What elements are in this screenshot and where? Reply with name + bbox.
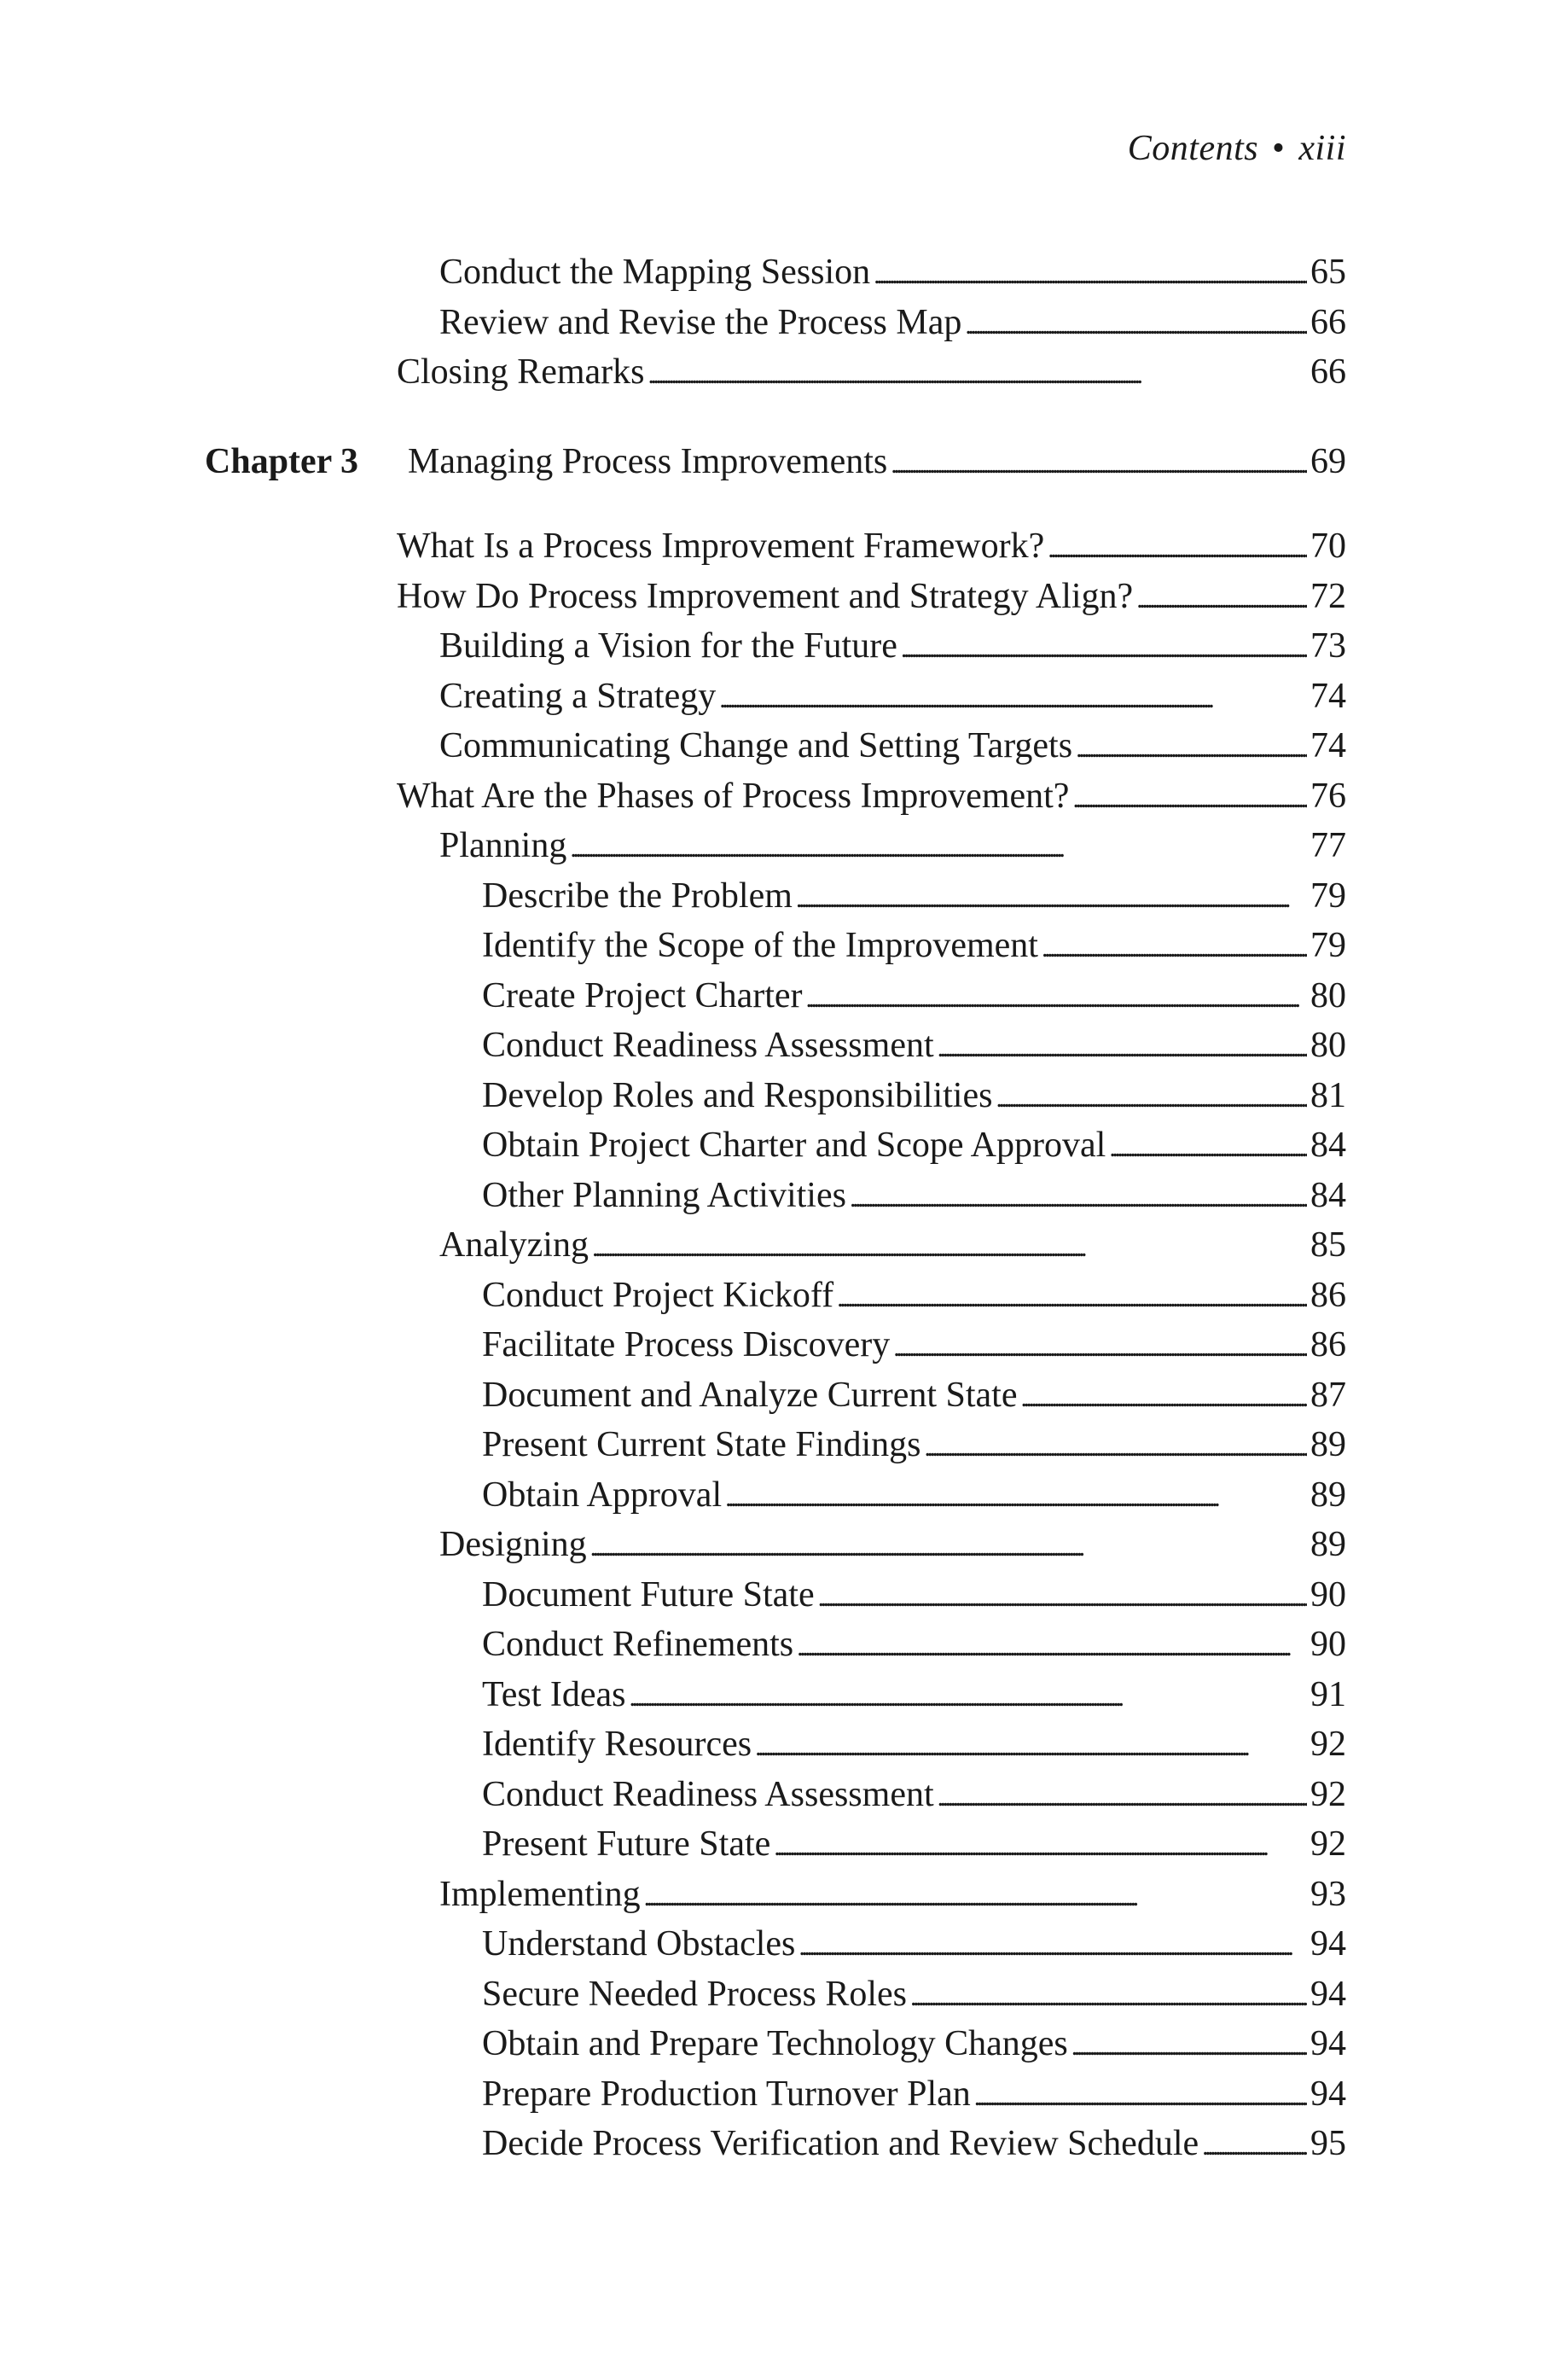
toc-entry-page-number: 94 (1310, 2074, 1346, 2114)
dot-leader (818, 1571, 1307, 1620)
toc-entry[interactable] (439, 721, 1346, 771)
toc-entry[interactable] (482, 1470, 1346, 1520)
toc-entry-page-number: 80 (1310, 1026, 1346, 1065)
toc-entry-page-number: 79 (1310, 876, 1346, 916)
dot-leader (874, 248, 1307, 298)
toc-entry-title: Obtain Project Charter and Scope Approval (482, 1126, 1106, 1165)
toc-entry[interactable] (397, 771, 1346, 821)
toc-entry-title: What Are the Phases of Process Improvement? (397, 776, 1070, 816)
toc-entry-page-number: 74 (1310, 676, 1346, 716)
dot-leader (1076, 722, 1307, 771)
dot-leader (1072, 772, 1307, 822)
toc-entry-title: Conduct the Mapping Session (439, 253, 871, 292)
toc-entry[interactable] (482, 971, 1346, 1021)
toc-entry[interactable] (482, 2119, 1346, 2168)
toc-entry-page-number: 94 (1310, 1924, 1346, 1964)
dot-leader (1136, 573, 1307, 622)
toc-entry-title: Describe the Problem (482, 876, 793, 916)
toc-entry-title: Designing (439, 1525, 587, 1564)
dot-leader (648, 348, 1308, 398)
running-head-page-number: xiii (1298, 129, 1346, 168)
toc-entry-title: Conduct Readiness Assessment (482, 1774, 934, 1814)
toc-entry-title: Implementing (439, 1874, 641, 1914)
toc-entry-page-number: 76 (1310, 776, 1346, 816)
toc-entry[interactable] (397, 347, 1346, 397)
toc-entry-title: Creating a Strategy (439, 676, 717, 716)
dot-leader (938, 1021, 1307, 1071)
toc-entry-title: Prepare Production Turnover Plan (482, 2074, 971, 2114)
toc-entry-title: Facilitate Process Discovery (482, 1325, 891, 1364)
toc-entry-title: Decide Process Verification and Review Schedule (482, 2124, 1199, 2163)
toc-entry-page-number: 84 (1310, 1175, 1346, 1215)
toc-entry-page-number: 74 (1310, 726, 1346, 765)
toc-entry-page-number: 70 (1310, 527, 1346, 566)
toc-entry-title: Test Ideas (482, 1674, 626, 1714)
running-head (1128, 128, 1346, 169)
toc-entry-page-number: 93 (1310, 1874, 1346, 1914)
toc-entry-page-number: 85 (1310, 1225, 1346, 1265)
dot-leader (725, 1471, 1307, 1521)
toc-entry-title: Create Project Charter (482, 975, 803, 1015)
toc-entry-page-number: 73 (1310, 626, 1346, 666)
toc-entry[interactable] (439, 1220, 1346, 1270)
dot-leader (630, 1671, 1308, 1720)
toc-entry-page-number: 91 (1310, 1674, 1346, 1714)
toc-entry-page-number: 89 (1310, 1525, 1346, 1564)
toc-entry-title: Obtain and Prepare Technology Changes (482, 2024, 1068, 2063)
dot-leader (774, 1820, 1307, 1870)
toc-entry-title: Document Future State (482, 1574, 815, 1615)
toc-entry[interactable] (482, 1271, 1346, 1320)
toc-entry-title: Present Future State (482, 1824, 771, 1864)
toc-entry[interactable] (439, 672, 1346, 721)
dot-leader (1048, 522, 1307, 572)
dot-leader (755, 1720, 1307, 1770)
toc-entry-page-number: 95 (1310, 2124, 1346, 2163)
dot-leader (590, 1521, 1307, 1570)
toc-entry-title: How Do Process Improvement and Strategy Align? (397, 576, 1134, 616)
toc-entry-title: Develop Roles and Responsibilities (482, 1075, 993, 1115)
toc-entry[interactable] (397, 521, 1346, 571)
dot-leader (1020, 1371, 1307, 1421)
dot-leader (796, 872, 1307, 922)
chapter-heading-row[interactable] (408, 437, 1346, 486)
toc-entry[interactable] (482, 871, 1346, 921)
chapter-label: Chapter 3 (205, 442, 359, 481)
toc-entry[interactable] (482, 1770, 1346, 1819)
toc-entry-title: Closing Remarks (397, 352, 645, 392)
dot-leader (974, 2070, 1307, 2120)
dot-leader (924, 1421, 1307, 1470)
dot-leader (901, 622, 1307, 672)
toc-entry[interactable] (482, 1071, 1346, 1120)
toc-entry[interactable] (482, 1570, 1346, 1620)
toc-entry-page-number: 94 (1310, 1974, 1346, 2014)
dot-leader (1042, 922, 1307, 971)
dot-leader (797, 1620, 1307, 1670)
dot-leader (837, 1271, 1307, 1321)
toc-entry[interactable] (439, 821, 1346, 870)
dot-leader (938, 1771, 1307, 1820)
dot-leader (644, 1871, 1307, 1920)
toc-entry[interactable] (482, 1670, 1346, 1719)
dot-leader (1109, 1121, 1307, 1171)
toc-entry-title: What Is a Process Improvement Framework? (397, 527, 1045, 566)
dot-leader (719, 672, 1307, 722)
toc-entry-page-number: 86 (1310, 1275, 1346, 1315)
dot-leader (1202, 2120, 1307, 2169)
toc-entry-page-number: 90 (1310, 1625, 1346, 1664)
toc-entry[interactable] (482, 1969, 1346, 2019)
toc-entry-title: Planning (439, 826, 567, 865)
dot-leader (1071, 2020, 1307, 2069)
toc-entry[interactable] (482, 2019, 1346, 2068)
toc-entry[interactable] (482, 1320, 1346, 1370)
toc-entry-page-number: 92 (1310, 1774, 1346, 1814)
toc-entry-page-number: 79 (1310, 926, 1346, 965)
toc-entry-title: Understand Obstacles (482, 1924, 796, 1964)
toc-entry[interactable] (482, 1120, 1346, 1170)
toc-entry-title: Other Planning Activities (482, 1175, 846, 1215)
toc-entry-page-number: 72 (1310, 576, 1346, 616)
toc-entry-page-number: 77 (1310, 826, 1346, 865)
toc-entry-title: Document and Analyze Current State (482, 1375, 1018, 1415)
toc-entry-title: Conduct Refinements (482, 1625, 794, 1664)
toc-entry[interactable] (482, 921, 1346, 970)
toc-entry-page-number: 81 (1310, 1075, 1346, 1115)
toc-entry-page-number: 66 (1310, 352, 1346, 392)
toc-entry-page-number: 89 (1310, 1425, 1346, 1464)
dot-leader (996, 1072, 1307, 1121)
toc-entry-page-number: 92 (1310, 1725, 1346, 1764)
toc-entry[interactable] (482, 1021, 1346, 1070)
toc-entry[interactable] (439, 247, 1346, 297)
toc-entry-title: Obtain Approval (482, 1475, 723, 1515)
toc-entry-page-number: 80 (1310, 975, 1346, 1015)
toc-entry-page-number: 66 (1310, 302, 1346, 342)
chapter-page-number: 69 (1310, 442, 1346, 481)
toc-entry[interactable] (482, 1370, 1346, 1420)
dot-leader (570, 822, 1307, 871)
toc-entry[interactable] (482, 1719, 1346, 1769)
running-head-section: Contents (1127, 129, 1259, 168)
dot-leader (806, 972, 1308, 1021)
toc-entry[interactable] (439, 1870, 1346, 1919)
toc-entry[interactable] (439, 621, 1346, 671)
dot-leader (592, 1221, 1307, 1271)
toc-entry-title: Communicating Change and Setting Targets (439, 726, 1073, 765)
toc-entry[interactable] (482, 1819, 1346, 1869)
toc-entry-page-number: 87 (1310, 1375, 1346, 1415)
toc-entry-title: Building a Vision for the Future (439, 626, 897, 666)
toc-entry-page-number: 86 (1310, 1325, 1346, 1364)
toc-entry-title: Conduct Project Kickoff (482, 1275, 834, 1315)
toc-entry-title: Analyzing (439, 1225, 589, 1265)
dot-leader (891, 438, 1307, 487)
toc-entry[interactable] (482, 1919, 1346, 1969)
toc-entry-title: Review and Revise the Process Map (439, 302, 962, 342)
dot-leader (850, 1172, 1307, 1221)
dot-leader (893, 1321, 1307, 1370)
toc-entry[interactable] (439, 1520, 1346, 1569)
toc-entry[interactable] (439, 298, 1346, 347)
dot-leader (965, 299, 1307, 348)
toc-entry-title: Present Current State Findings (482, 1425, 921, 1464)
toc-entry-title: Conduct Readiness Assessment (482, 1026, 934, 1065)
toc-entry-page-number: 92 (1310, 1824, 1346, 1864)
toc-entry-title: Identify the Scope of the Improvement (482, 926, 1038, 965)
toc-entry-page-number: 89 (1310, 1475, 1346, 1515)
toc-entry-title: Identify Resources (482, 1725, 752, 1764)
running-head-bullet: • (1272, 129, 1286, 168)
dot-leader (910, 1970, 1307, 2020)
dot-leader (799, 1920, 1307, 1969)
toc-entry-page-number: 65 (1310, 253, 1346, 292)
toc-entry[interactable] (482, 2069, 1346, 2119)
chapter-title: Managing Process Improvements (408, 442, 888, 481)
toc-entry[interactable] (482, 1171, 1346, 1220)
toc-entry-page-number: 84 (1310, 1126, 1346, 1165)
toc-entry[interactable] (482, 1620, 1346, 1669)
toc-entry-page-number: 90 (1310, 1574, 1346, 1615)
toc-entry-page-number: 94 (1310, 2024, 1346, 2063)
toc-entry[interactable] (482, 1420, 1346, 1469)
toc-entry-title: Secure Needed Process Roles (482, 1974, 908, 2014)
toc-entry[interactable] (397, 572, 1346, 621)
